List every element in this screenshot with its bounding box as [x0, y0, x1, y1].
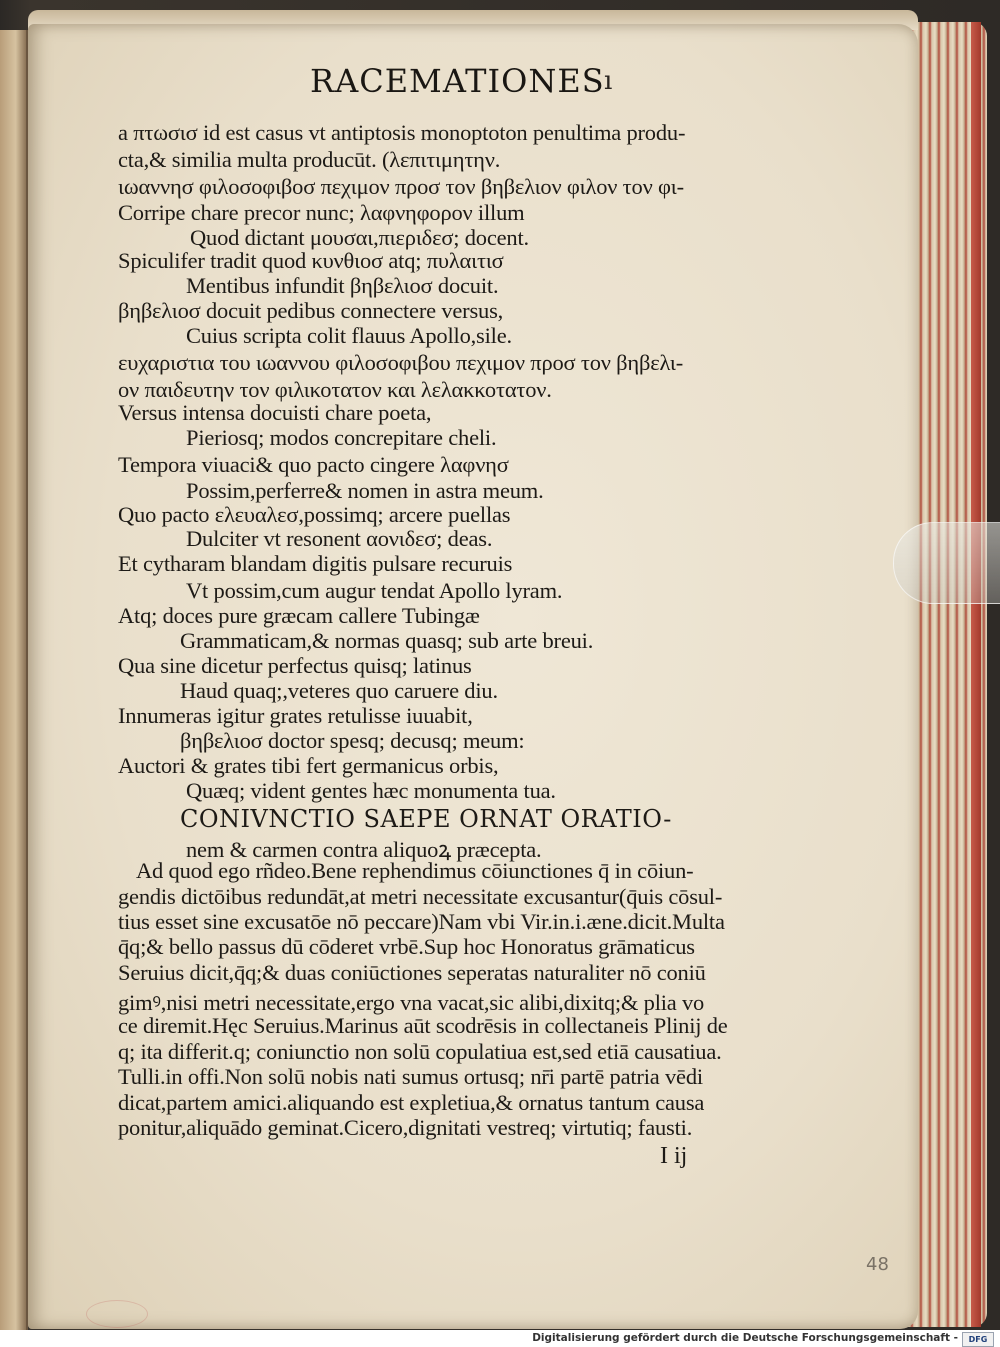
- text-line: βηβελιοσ doctor spesq; decusq; meum:: [180, 728, 525, 753]
- text-line: cta,& similia multa producūt. (λεπιτιμητην.: [118, 147, 501, 172]
- text-line: Quod dictant μουσαι,πιεριδεσ; docent.: [190, 225, 529, 250]
- section-heading: CONIVNCTIO SAEPE ORNAT ORATIO-: [180, 805, 672, 833]
- text-line: Spiculifer tradit quod κυνθιοσ atq; πυλαιτισ: [118, 248, 504, 273]
- text-line: dicat,partem amici.aliquando est expletiua,& ornatus tantum causa: [118, 1090, 705, 1115]
- text-line: Tulli.in offi.Non solū nobis nati sumus ortusq; nr̄i partē patria vēdi: [118, 1064, 703, 1089]
- text-line: ον παιδευτην τον φιλικοτατον και λελακκοτατον.: [118, 377, 552, 402]
- signature-mark: I ij: [660, 1143, 688, 1169]
- text-line: nem & carmen contra aliquoꝝ præcepta.: [186, 837, 542, 862]
- text-line: Versus intensa docuisti chare poeta,: [118, 400, 432, 425]
- text-line: Tempora viuaci& quo pacto cingere λαφνησ: [118, 452, 509, 477]
- text-line: Dulciter vt resonent αονιδεσ; deas.: [186, 526, 493, 551]
- text-line: βηβελιοσ docuit pedibus connectere versus,: [118, 298, 504, 323]
- text-line: Innumeras igitur grates retulisse iuuabit,: [118, 703, 473, 728]
- pencil-folio-number: 48: [866, 1254, 889, 1275]
- text-line: Quæq; vident gentes hæc monumenta tua.: [186, 778, 556, 803]
- text-line: gimꝰ,nisi metri necessitate,ergo vna vacat,sic alibi,dixitq;& plia vo: [118, 990, 705, 1015]
- text-line: Qua sine dicetur perfectus quisq; latinus: [118, 653, 472, 678]
- text-line: Possim,perferre& nomen in astra meum.: [186, 478, 544, 503]
- text-line: ιωαννησ φιλοσοφιβοσ πεχιμον προσ τον βηβελιον φιλον τον φι-: [118, 174, 684, 199]
- dfg-logo: DFG: [962, 1332, 994, 1347]
- text-line: Mentibus infundit βηβελιοσ docuit.: [186, 273, 499, 298]
- text-line: ευχαριστια του ιωαννου φιλοσοφιβου πεχιμον προσ τον βηβελι-: [118, 350, 684, 375]
- text-line: q; ita differit.q; coniunctio non solū copulatiua est,sed etiā causatiua.: [118, 1039, 722, 1064]
- text-line: Corripe chare precor nunc; λαφνηφορον illum: [118, 200, 525, 225]
- text-line: Cuius scripta colit flauus Apollo,sile.: [186, 323, 512, 348]
- head-ornament: ı: [604, 66, 613, 96]
- text-line: Auctori & grates tibi fert germanicus orbis,: [118, 753, 499, 778]
- text-line: q̄q;& bello passus dū cōderet vrbē.Sup hoc Honoratus grāmaticus: [118, 934, 695, 959]
- text-line: Haud quaq;,veteres quo caruere diu.: [180, 678, 498, 703]
- text-line: Pieriosq; modos concrepitare cheli.: [186, 425, 497, 450]
- text-line: gendis dictōibus redundāt,at metri necessitate excusantur(q̄uis cōsul-: [118, 884, 723, 909]
- text-line: tius esset sine excusatōe nō peccare)Nam vbi Vir.in.i.æne.dicit.Multa: [118, 909, 725, 934]
- text-line: a πτωσισ id est casus vt antiptosis monoptoton penultima produ-: [118, 120, 686, 145]
- text-line: Seruius dicit,q̄q;& duas coniūctiones seperatas naturaliter nō coniū: [118, 960, 706, 985]
- text-line: Atq; doces pure græcam callere Tubingæ: [118, 603, 480, 628]
- running-head: RACEMATIONES: [310, 62, 605, 100]
- text-line: Ad quod ego rñdeo.Bene rephendimus cōiunctiones q̄ in cōiun-: [136, 858, 694, 883]
- text-line: Quo pacto ελευαλεσ,possimq; arcere puellas: [118, 502, 511, 527]
- funding-credit: Digitalisierung gefördert durch die Deutsche Forschungsgemeinschaft -: [532, 1332, 958, 1344]
- text-line: ce diremit.Hęc Seruius.Marinus aūt scodrēsis in collectaneis Plinij de: [118, 1013, 728, 1038]
- text-line: Grammaticam,& normas quasq; sub arte breui.: [180, 628, 594, 653]
- library-stamp: [86, 1300, 148, 1328]
- text-line: Vt possim,cum augur tendat Apollo lyram.: [186, 578, 563, 603]
- text-line: Et cytharam blandam digitis pulsare recuruis: [118, 551, 513, 576]
- text-line: ponitur,aliquādo geminat.Cicero,dignitati vestreq; virtutiq; fausti.: [118, 1115, 693, 1140]
